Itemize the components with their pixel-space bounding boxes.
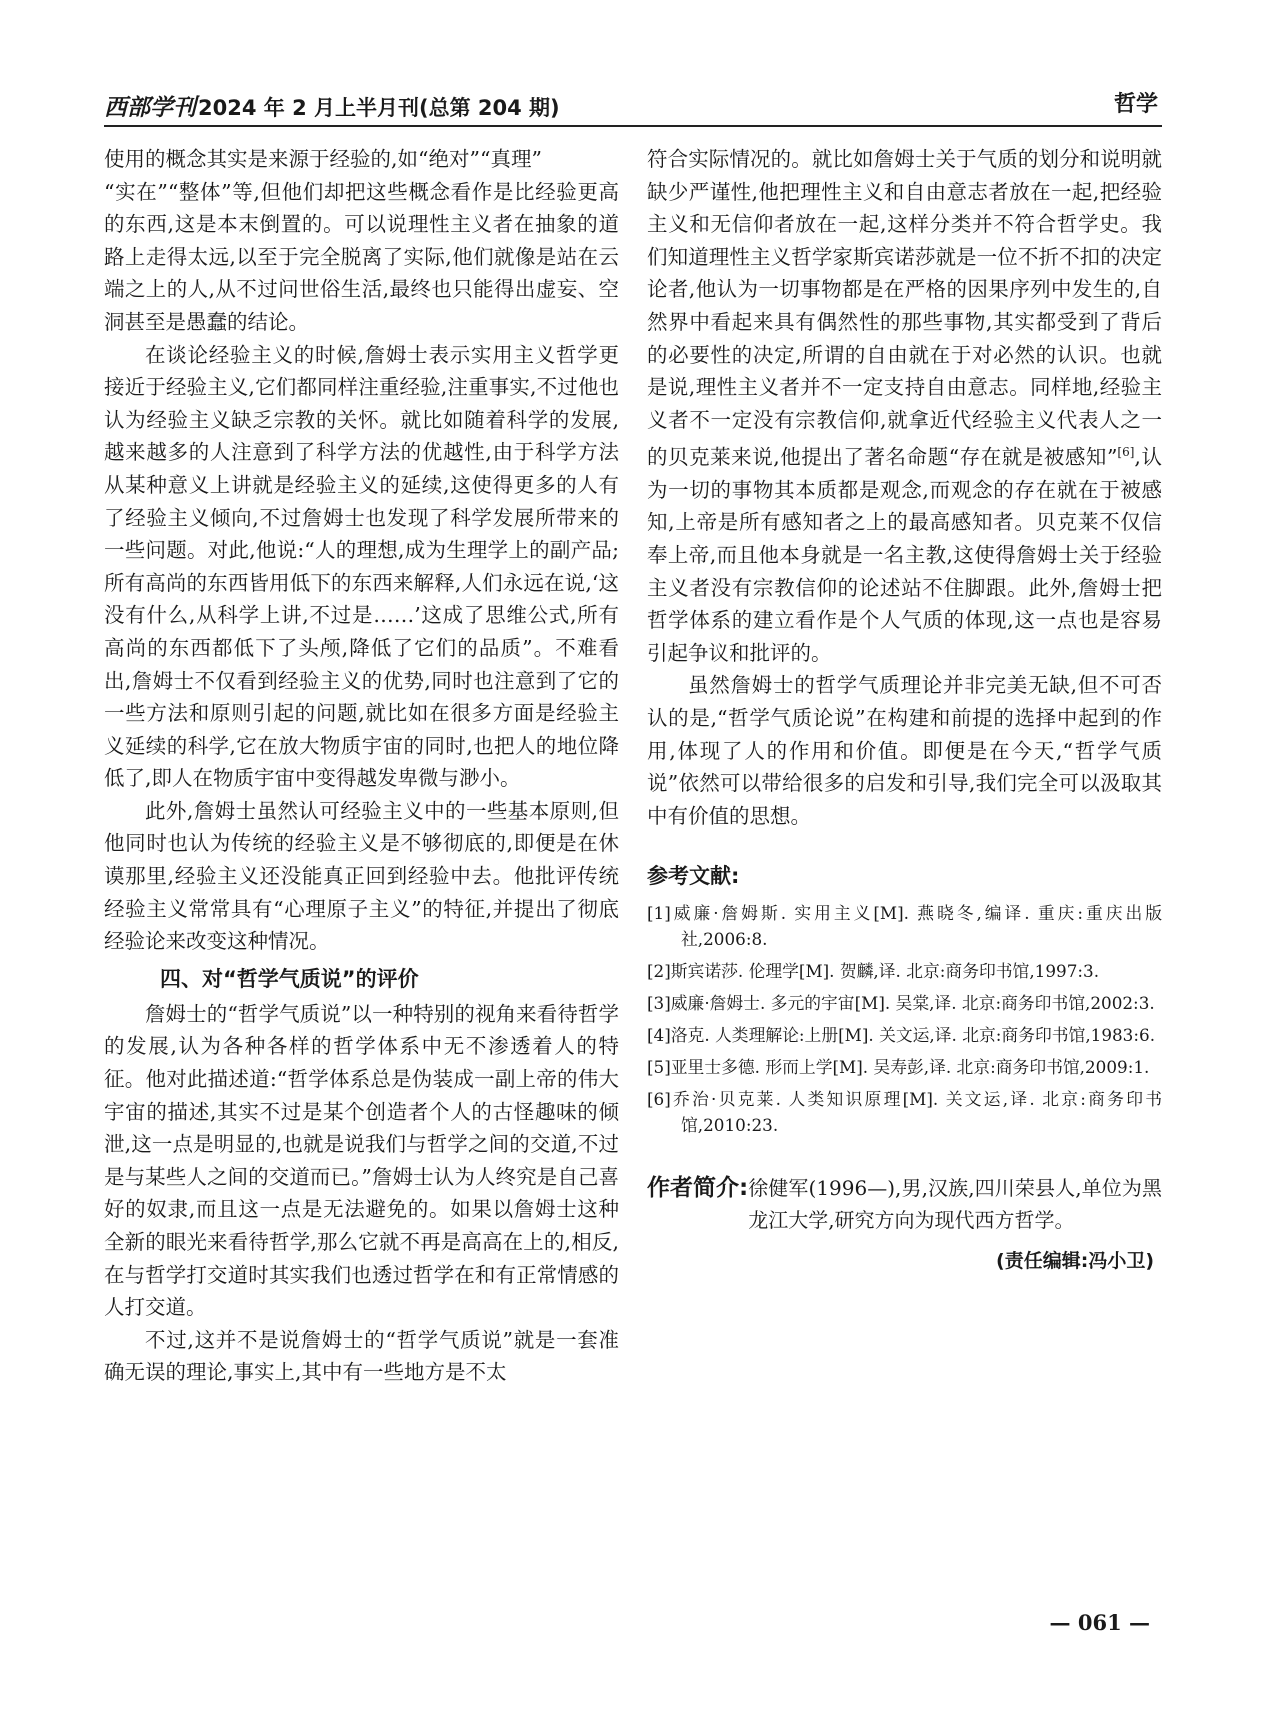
references-list bbox=[647, 900, 1162, 1138]
paragraph: 在谈论经验主义的时候,詹姆士表示实用主义哲学更接近于经验主义,它们都同样注重经验,注重事实,不过他也认为经验主义缺乏宗教的关怀。就比如随着科学的发展,越来越多的人注意到了科学方法的优越性,由于科学方法从某种意义上讲就是经验主义的延续,这使得更多的人有了经验主义倾向,不过詹姆士也发现了科学发展所带来的一些问题。对此,他说:“人的理想,成为生理学上的副产品;所有高尚的东西皆用低下的东西来解释,人们永远在说,‘这没有什么,从科学上讲,不过是……’这成了思维公式,所有高尚的东西都低下了头颅,降低了它们的品质”。不难看出,詹姆士不仅看到经验主义的优势,同时也注意到了它的一些方法和原则引起的问题,就比如在很多方面是经验主义延续的科学,它在放大物质宇宙的同时,也把人的地位降低了,即人在物质宇宙中变得越发卑微与渺小。 bbox=[104, 342, 619, 791]
journal-logo: 西部学刊 bbox=[104, 94, 196, 121]
paragraph bbox=[647, 143, 1162, 669]
reference-item: [3]威廉·詹姆士. 多元的宇宙[M]. 吴棠,译. 北京:商务印书馆,2002:3. bbox=[647, 993, 1155, 1014]
left-column bbox=[104, 143, 619, 1389]
paragraph-text: 符合实际情况的。就比如詹姆士关于气质的划分和说明就缺少严谨性,他把理性主义和自由意志者放在一起,把经验主义和无信仰者放在一起,这样分类并不符合哲学史。我们知道理性主义哲学家斯宾诺莎就是一位不折不扣的决定论者,他认为一切事物都是在严格的因果序列中发生的,自然界中看起来具有偶然性的那些事物,其实都受到了背后的必要性的决定,所谓的自由就在于对必然的认识。也就是说,理性主义者并不一定支持自由意志。同样地,经验主义者不一定没有宗教信仰,就拿近代经验主义代表人之一的贝克莱来说,他提出了著名命题“存在就是被感知” bbox=[647, 147, 1162, 470]
reference-item: [4]洛克. 人类理解论:上册[M]. 关文运,译. 北京:商务印书馆,1983:6. bbox=[647, 1025, 1156, 1046]
paragraph: 此外,詹姆士虽然认可经验主义中的一些基本原则,但他同时也认为传统的经验主义是不够彻底的,即便是在休谟那里,经验主义还没能真正回到经验中去。他批评传统经验主义常常具有“心理原子主义”的特征,并提出了彻底经验论来改变这种情况。 bbox=[104, 798, 619, 954]
page-number: — 061 — bbox=[1049, 1610, 1150, 1635]
reference-item: [6]乔治·贝克莱. 人类知识原理[M]. 关文运,译. 北京:商务印书馆,2010:23. bbox=[647, 1089, 1162, 1136]
journal-title bbox=[104, 89, 560, 122]
author-text: 徐健军(1996—),男,汉族,四川荣县人,单位为黑龙江大学,研究方向为现代西方哲学。 bbox=[748, 1176, 1162, 1233]
paragraph: 不过,这并不是说詹姆士的“哲学气质说”就是一套准确无误的理论,事实上,其中有一些地方是不太 bbox=[104, 1327, 619, 1385]
section-label: 哲学 bbox=[1113, 92, 1158, 117]
paragraph-text: ,认为一切的事物其本质都是观念,而观念的存在就在于被感知,上帝是所有感知者之上的最高感知者。贝克莱不仅信奉上帝,而且他本身就是一名主教,这使得詹姆士关于经验主义者没有宗教信仰的论述站不住脚跟。此外,詹姆士把哲学体系的建立看作是个人气质的体现,这一点也是容易引起争议和批评的。 bbox=[647, 445, 1162, 665]
page-header bbox=[104, 85, 1162, 127]
reference-item: [2]斯宾诺莎. 伦理学[M]. 贺麟,译. 北京:商务印书馆,1997:3. bbox=[647, 961, 1100, 982]
issue-info: 2024 年 2 月上半月刊(总第 204 期) bbox=[198, 96, 560, 120]
paragraph: 使用的概念其实是来源于经验的,如“绝对”“真理” “实在”“整体”等,但他们却把这些概念看作是比经验更高的东西,这是本末倒置的。可以说理性主义者在抽象的道路上走得太远,以至于完全脱离了实际,他们就像是站在云端之上的人,从不过问世俗生活,最终也只能得出虚妄、空洞甚至是愚蠢的结论。 bbox=[104, 147, 619, 334]
references-title: 参考文献: bbox=[647, 864, 740, 889]
paragraph: 虽然詹姆士的哲学气质理论并非完美无缺,但不可否认的是,“哲学气质论说”在构建和前提的选择中起到的作用,体现了人的作用和价值。即便是在今天,“哲学气质说”依然可以带给很多的启发和引导,我们完全可以汲取其中有价值的思想。 bbox=[647, 673, 1162, 828]
section-heading: 四、对“哲学气质说”的评价 bbox=[160, 966, 419, 991]
reference-item: [1]威廉·詹姆斯. 实用主义[M]. 燕晓冬,编译. 重庆:重庆出版社,2006:8. bbox=[647, 903, 1162, 950]
citation: [6] bbox=[1117, 445, 1135, 460]
author-label: 作者简介: bbox=[647, 1175, 749, 1202]
author-bio bbox=[647, 1172, 1162, 1236]
reference-item: [5]亚里士多德. 形而上学[M]. 吴寿彭,译. 北京:商务印书馆,2009:1. bbox=[647, 1057, 1150, 1078]
paragraph: 詹姆士的“哲学气质说”以一种特别的视角来看待哲学的发展,认为各种各样的哲学体系中无不渗透着人的特征。他对此描述道:“哲学体系总是伪装成一副上帝的伟大宇宙的描述,其实不过是某个创造者个人的古怪趣味的倾泄,这一点是明显的,也就是说我们与哲学之间的交道,不过是与某些人之间的交道而已。”詹姆士认为人终究是自己喜好的奴隶,而且这一点是无法避免的。如果以詹姆士这种全新的眼光来看待哲学,那么它就不再是高高在上的,相反,在与哲学打交道时其实我们也透过哲学在和有正常情感的人打交道。 bbox=[104, 1001, 619, 1320]
responsible-editor: (责任编辑:冯小卫) bbox=[996, 1250, 1154, 1273]
right-column bbox=[647, 143, 1162, 1273]
